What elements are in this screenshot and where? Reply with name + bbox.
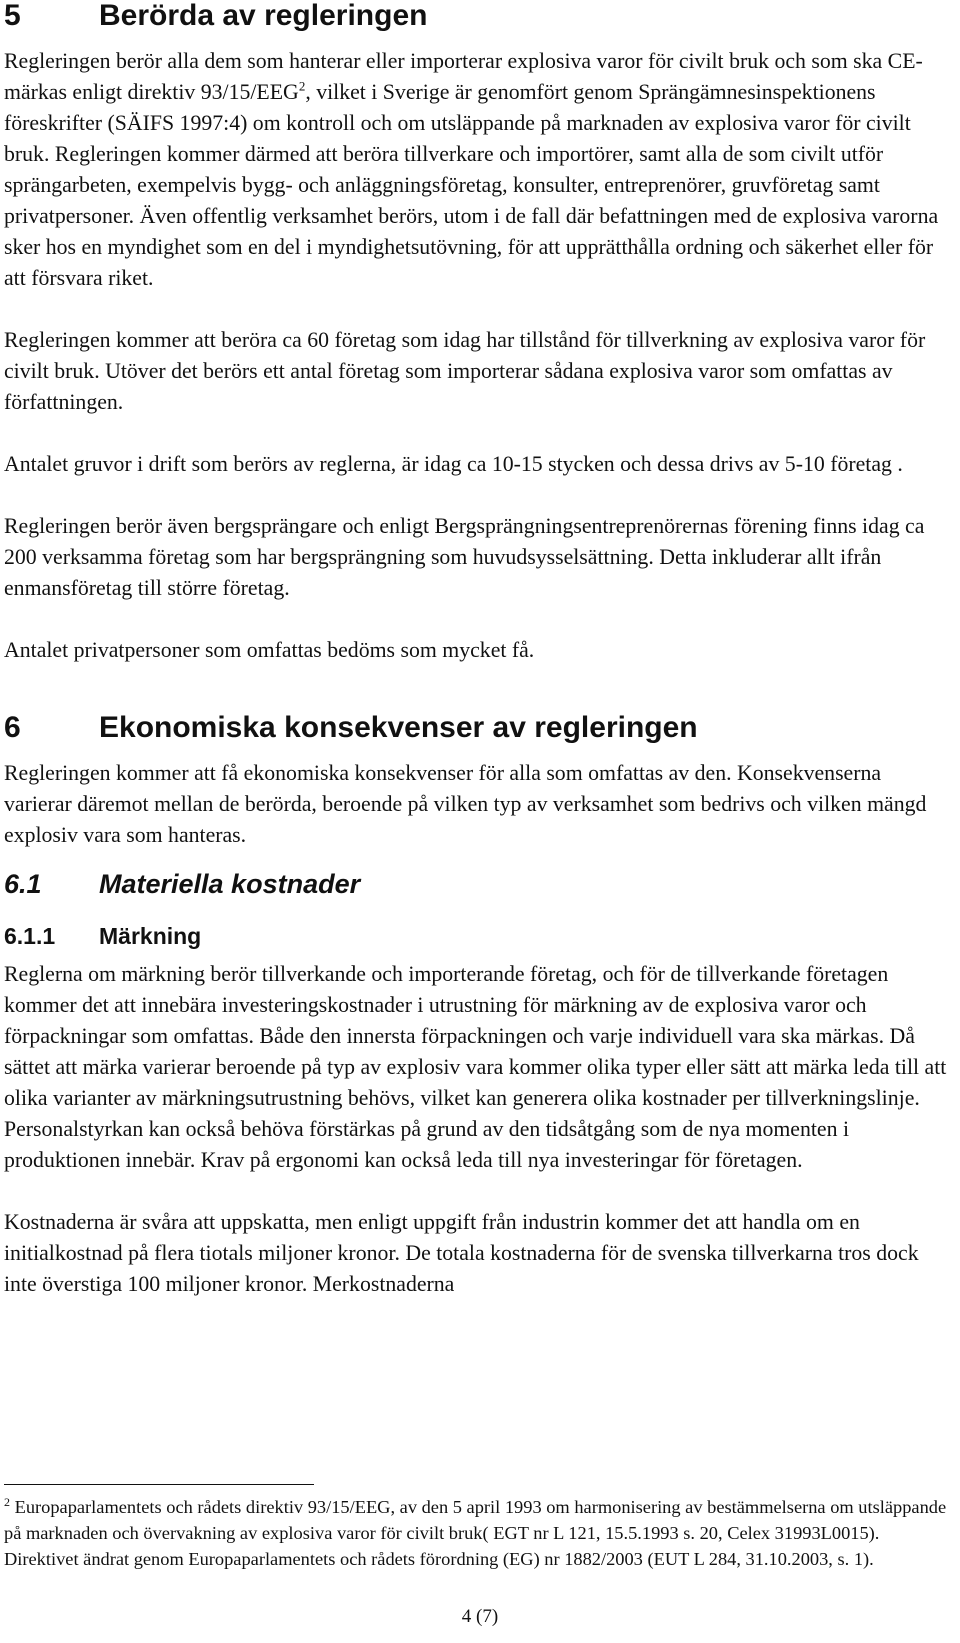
page-number: 4 (7) [461, 1606, 499, 1627]
section-6-1-heading [4, 869, 954, 899]
section-6-1-1-heading [4, 923, 954, 949]
paragraph: Regleringen kommer att få ekonomiska konsekvenser för alla som omfattas av den. Konsekvenserna varierar däremot mellan de berörda, beroende på vilken typ av verksamhet som bedrivs och vilken mängd explosiv vara som hanteras. [4, 761, 927, 847]
paragraph: Antalet privatpersoner som omfattas bedöms som mycket få. [4, 638, 535, 662]
paragraph: Antalet gruvor i drift som berörs av reglerna, är idag ca 10-15 stycken och dessa drivs av 5-10 företag . [4, 452, 903, 476]
paragraph: Regleringen berör alla dem som hanterar eller importerar explosiva varor för civilt bruk och som ska CE-märkas enligt direktiv 93/15/EEG$^2$, vilket i Sverige är genomfört genom Sprängämnesinspektionens föreskrifter (SÄIFS 1997:4) om kontroll och om utsläppande på marknaden av explosiva varor för civilt bruk. Regleringen kommer därmed att beröra tillverkare och importörer, samt alla de som civilt utför sprängarbeten, exempelvis bygg- och anläggningsföretag, konsulter, entreprenörer, gruvföretag samt privatpersoner. Även offentlig verksamhet berörs, utom i de fall där befattningen med de explosiva varorna sker hos en myndighet som en del i myndighetsutövning, för att upprätthålla ordning och säkerhet eller för att försvara riket. [4, 49, 939, 290]
footnote [4, 1494, 954, 1572]
section-title: Ekonomiska konsekvenser av regleringen [99, 711, 698, 744]
section-title: Märkning [99, 923, 202, 949]
section-6-heading [4, 712, 954, 744]
section-title: Materiella kostnader [99, 869, 361, 899]
section-title: Berörda av regleringen [99, 0, 428, 32]
paragraph: Regleringen kommer att beröra ca 60 företag som idag har tillstånd för tillverkning av explosiva varor för civilt bruk. Utöver det berörs ett antal företag som importerar sådana explosiva varor som omfattas av författningen. [4, 328, 926, 414]
section-5-heading [4, 0, 954, 32]
section-number: 5 [4, 0, 21, 32]
paragraph: Regleringen berör även bergsprängare och enligt Bergsprängningsentreprenörernas förening finns idag ca 200 verksamma företag som har bergsprängning som huvudsysselsättning. Detta inkluderar allt ifrån enmansföretag till större företag. [4, 514, 925, 600]
section-number: 6 [4, 711, 21, 744]
section-number: 6.1.1 [4, 923, 56, 949]
footnote-divider [4, 1484, 314, 1485]
footnote-reference[interactable]: 2 [298, 78, 306, 94]
paragraph: Reglerna om märkning berör tillverkande och importerande företag, och för de tillverkande företagen kommer det att innebära investeringskostnader i utrustning för märkning av de explosiva varor och förpackningar som omfattas. Både den innersta förpackningen och varje individuell vara ska märkas. Då sättet att märka varierar beroende på typ av explosiv vara kommer olika typer eller sätt att märka leda till att olika varianter av märkningsutrustning behövs, vilket kan generera olika kostnader per tillverkningslinje. Personalstyrkan kan också behöva förstärkas på grund av den tidsåtgång som de nya momenten i produktionen innebär. Krav på ergonomi kan också leda till nya investeringar för företagen. [4, 962, 947, 1172]
footnote-text: Europaparlamentets och rådets direktiv 93/15/EEG, av den 5 april 1993 om harmonisering av bestämmelserna om utsläppande på marknaden och övervakning av explosiva varor för civilt bruk( EGT nr L 121, 15.5.1993 s. 20, Celex 31993L0015). Direktivet ändrat genom Europaparlamentets och rådets förordning (EG) nr 1882/2003 (EUT L 284, 31.10.2003, s. 1). [4, 1497, 947, 1569]
section-number: 6.1 [4, 869, 42, 899]
document-page [4, 0, 954, 1300]
paragraph: Kostnaderna är svåra att uppskatta, men enligt uppgift från industrin kommer det att handla om en initialkostnad på flera tiotals miljoner kronor. De totala kostnaderna för de svenska tillverkarna tros dock inte överstiga 100 miljoner kronor. Merkostnaderna [4, 1210, 919, 1296]
footnote-marker: 2 [4, 1494, 10, 1509]
